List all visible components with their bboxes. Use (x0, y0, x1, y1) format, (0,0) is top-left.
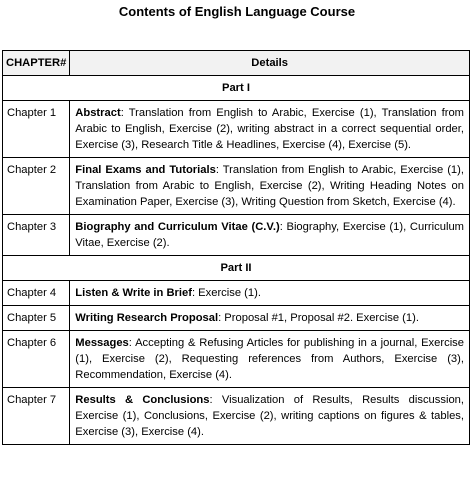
topic-content: : Accepting & Refusing Articles for publishing in a journal, Exercise (1), Exercise (2), Requesting references from Authors, Exercise (3), Recommendation, Exercise (4). (75, 337, 464, 381)
table-row (3, 158, 470, 215)
chapter-cell: Chapter 6 (3, 331, 70, 388)
topic-title: Biography and Curriculum Vitae (C.V.) (75, 221, 280, 233)
header-chapter: CHAPTER# (3, 51, 70, 76)
part-label: Part II (3, 256, 470, 281)
topic-content: : Proposal #1, Proposal #2. Exercise (1). (218, 312, 419, 324)
part-label: Part I (3, 76, 470, 101)
details-cell (70, 388, 470, 445)
topic-title: Results & Conclusions (75, 394, 210, 406)
table-row (3, 331, 470, 388)
topic-content: : Biography, Exercise (1), Curriculum Vitae, Exercise (2). (75, 221, 464, 249)
contents-table (2, 50, 470, 445)
topic-content: : Visualization of Results, Results discussion, Exercise (1), Conclusions, Exercise (2), writing captions on figures & tables, Exercise (3), Exercise (4). (75, 394, 464, 438)
details-cell (70, 331, 470, 388)
table-row (3, 388, 470, 445)
chapter-cell: Chapter 4 (3, 281, 70, 306)
topic-title: Abstract (75, 107, 121, 119)
header-details: Details (70, 51, 470, 76)
part-row (3, 76, 470, 101)
part-row (3, 256, 470, 281)
chapter-cell: Chapter 2 (3, 158, 70, 215)
topic-title: Listen & Write in Brief (75, 287, 192, 299)
chapter-cell: Chapter 5 (3, 306, 70, 331)
chapter-cell: Chapter 1 (3, 101, 70, 158)
chapter-cell: Chapter 3 (3, 215, 70, 256)
topic-title: Messages (75, 337, 129, 349)
details-cell (70, 306, 470, 331)
header-row (3, 51, 470, 76)
table-row (3, 306, 470, 331)
table-row (3, 101, 470, 158)
details-cell (70, 215, 470, 256)
topic-title: Final Exams and Tutorials (75, 164, 216, 176)
topic-content: : Translation from English to Arabic, Exercise (1), Translation from Arabic to English, Exercise (2), Writing Heading Notes on Examination Paper, Exercise (3), Writing Question from Sketch, Exercise (4). (75, 164, 464, 208)
table-row (3, 215, 470, 256)
table-row (3, 281, 470, 306)
topic-content: : Exercise (1). (191, 287, 261, 299)
topic-content: : Translation from English to Arabic, Exercise (1), Translation from Arabic to English, Exercise (2), writing abstract in a correct sequential order, Exercise (3), Research Title & Headlines, Exercise (4), Exercise (5). (75, 107, 464, 151)
chapter-cell: Chapter 7 (3, 388, 70, 445)
topic-title: Writing Research Proposal (75, 312, 219, 324)
details-cell (70, 158, 470, 215)
document-title: Contents of English Language Course (118, 4, 356, 19)
details-cell (70, 101, 470, 158)
details-cell (70, 281, 470, 306)
